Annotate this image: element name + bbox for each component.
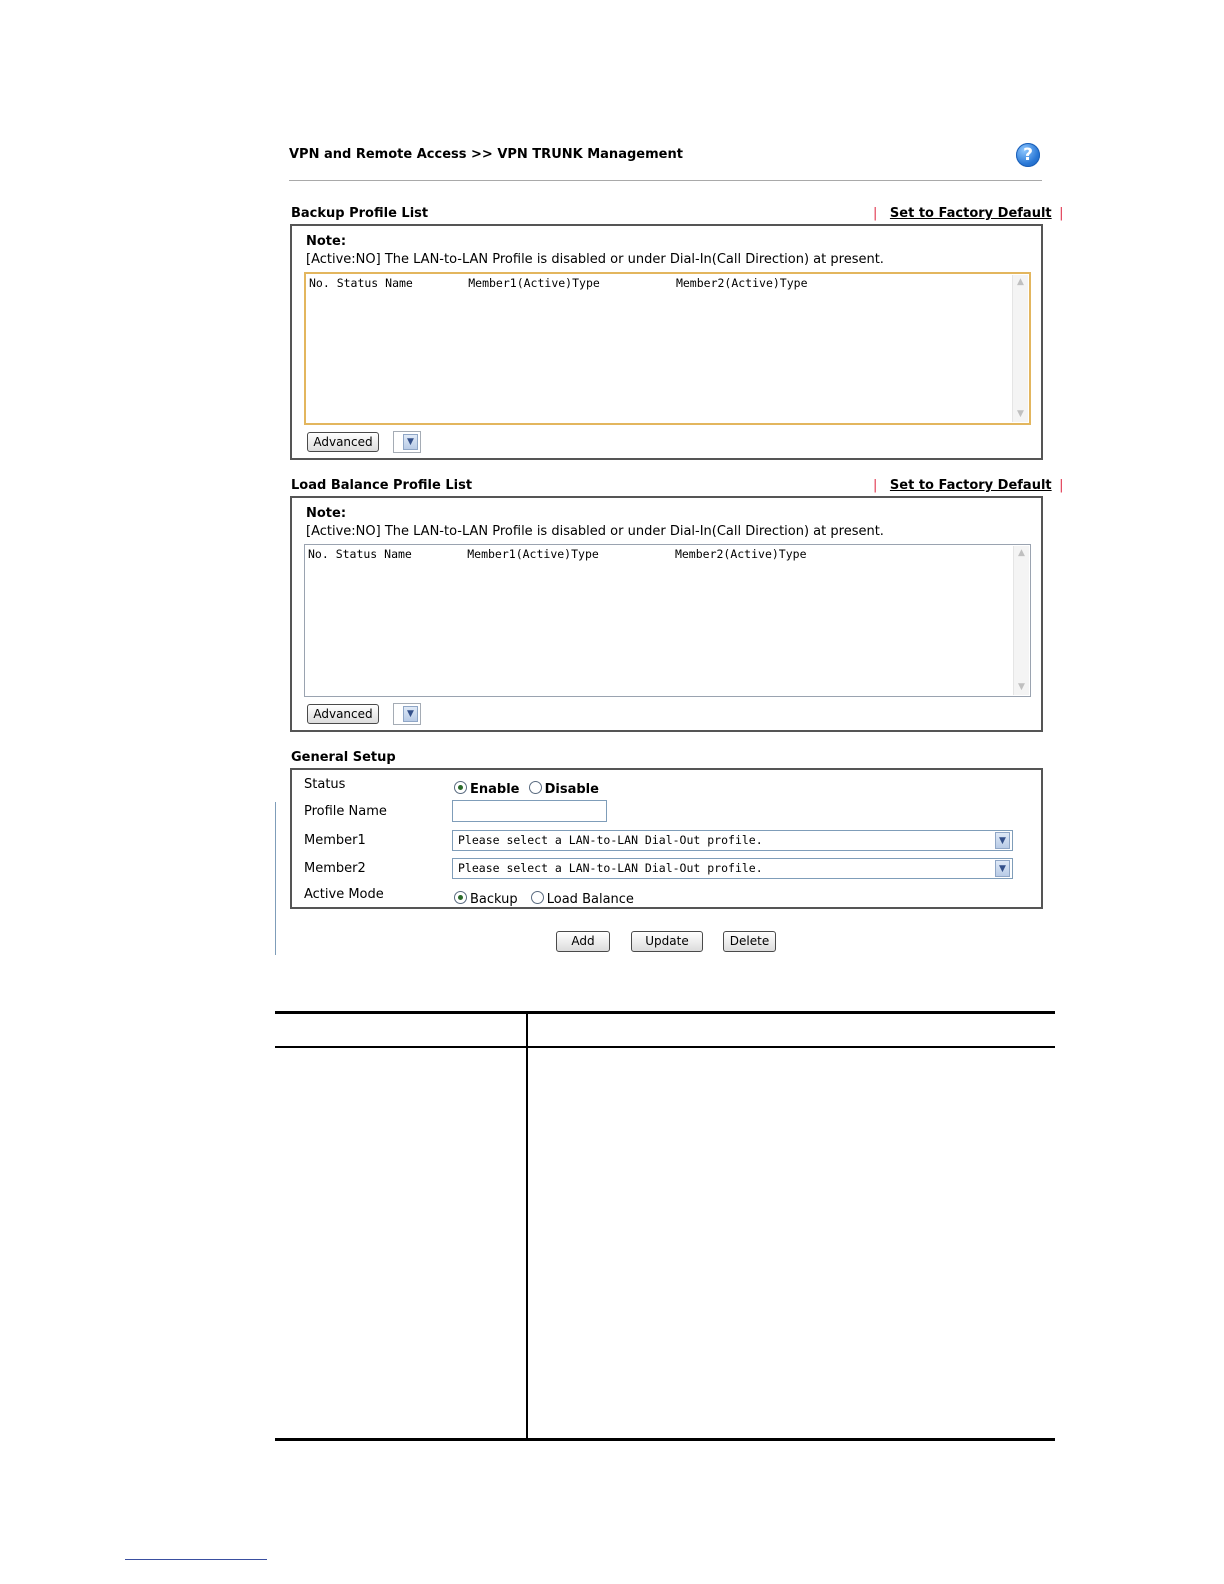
table-bottom-rule — [275, 1438, 1055, 1441]
load-balance-profile-box — [290, 496, 1043, 732]
backup-profile-box — [290, 224, 1043, 460]
status-label: Status — [304, 777, 346, 792]
general-setup-box — [290, 768, 1043, 909]
update-button[interactable]: Update — [631, 931, 703, 952]
note-label: Note: — [306, 506, 347, 521]
member2-label: Member2 — [304, 861, 366, 876]
add-button[interactable]: Add — [556, 931, 610, 952]
chevron-down-icon: ▼ — [403, 434, 418, 450]
list-scrollbar[interactable] — [1013, 546, 1029, 695]
member2-select[interactable] — [452, 858, 1013, 879]
backup-section-title: Backup Profile List — [291, 206, 429, 221]
table-top-rule — [275, 1011, 1055, 1014]
scroll-down-icon[interactable]: ▼ — [1017, 409, 1024, 419]
page-title: VPN and Remote Access >> VPN TRUNK Management — [289, 147, 683, 162]
separator: | — [873, 206, 878, 221]
list-scrollbar[interactable] — [1012, 275, 1028, 422]
scroll-up-icon[interactable]: ▲ — [1017, 277, 1024, 287]
profile-name-label: Profile Name — [304, 804, 387, 819]
chevron-down-icon: ▼ — [403, 706, 418, 722]
profile-name-input[interactable] — [452, 800, 607, 822]
note-label: Note: — [306, 234, 347, 249]
load-balance-factory-default — [873, 478, 1064, 493]
chevron-down-icon: ▼ — [995, 860, 1010, 877]
backup-factory-default — [873, 206, 1064, 221]
title-divider — [289, 180, 1042, 181]
member1-value: Please select a LAN-to-LAN Dial-Out profile. — [458, 833, 763, 847]
delete-button[interactable]: Delete — [723, 931, 776, 952]
backup-set-factory-default-link[interactable]: Set to Factory Default — [889, 206, 1052, 221]
general-setup-title: General Setup — [291, 750, 396, 765]
separator: | — [1059, 478, 1064, 493]
status-disable-radio[interactable] — [529, 781, 542, 794]
member1-label: Member1 — [304, 833, 366, 848]
backup-advanced-dropdown[interactable] — [393, 431, 421, 453]
mode-load-balance-label: Load Balance — [546, 892, 634, 907]
list-header: No. Status Name Member1(Active)Type Member2(Active)Type — [308, 547, 807, 561]
footer-rule — [125, 1559, 267, 1560]
table-header-rule — [275, 1046, 1055, 1048]
backup-profile-list[interactable] — [304, 272, 1031, 425]
backup-advanced-button[interactable]: Advanced — [307, 432, 379, 452]
note-text: [Active:NO] The LAN-to-LAN Profile is disabled or under Dial-In(Call Direction) at present. — [306, 524, 884, 539]
mode-backup-label: Backup — [470, 892, 518, 907]
chevron-down-icon: ▼ — [995, 832, 1010, 849]
scroll-up-icon[interactable]: ▲ — [1018, 548, 1025, 558]
scroll-down-icon[interactable]: ▼ — [1018, 682, 1025, 692]
status-radio-group — [454, 778, 599, 797]
active-mode-radio-group — [454, 888, 634, 907]
status-disable-label: Disable — [544, 782, 599, 797]
member2-value: Please select a LAN-to-LAN Dial-Out profile. — [458, 861, 763, 875]
table-column-divider — [526, 1011, 528, 1440]
help-icon[interactable]: ? — [1016, 143, 1040, 167]
status-enable-label: Enable — [470, 782, 520, 797]
list-header: No. Status Name Member1(Active)Type Member2(Active)Type — [309, 276, 808, 290]
mode-backup-radio[interactable] — [454, 891, 467, 904]
load-balance-set-factory-default-link[interactable]: Set to Factory Default — [889, 478, 1052, 493]
load-balance-section-title: Load Balance Profile List — [291, 478, 473, 493]
member1-select[interactable] — [452, 830, 1013, 851]
separator: | — [1059, 206, 1064, 221]
load-balance-advanced-button[interactable]: Advanced — [307, 704, 379, 724]
load-balance-advanced-dropdown[interactable] — [393, 703, 421, 725]
margin-line — [275, 802, 276, 955]
active-mode-label: Active Mode — [304, 887, 384, 902]
separator: | — [873, 478, 878, 493]
status-enable-radio[interactable] — [454, 781, 467, 794]
mode-load-balance-radio[interactable] — [531, 891, 544, 904]
load-balance-profile-list[interactable] — [304, 544, 1031, 697]
note-text: [Active:NO] The LAN-to-LAN Profile is disabled or under Dial-In(Call Direction) at present. — [306, 252, 884, 267]
